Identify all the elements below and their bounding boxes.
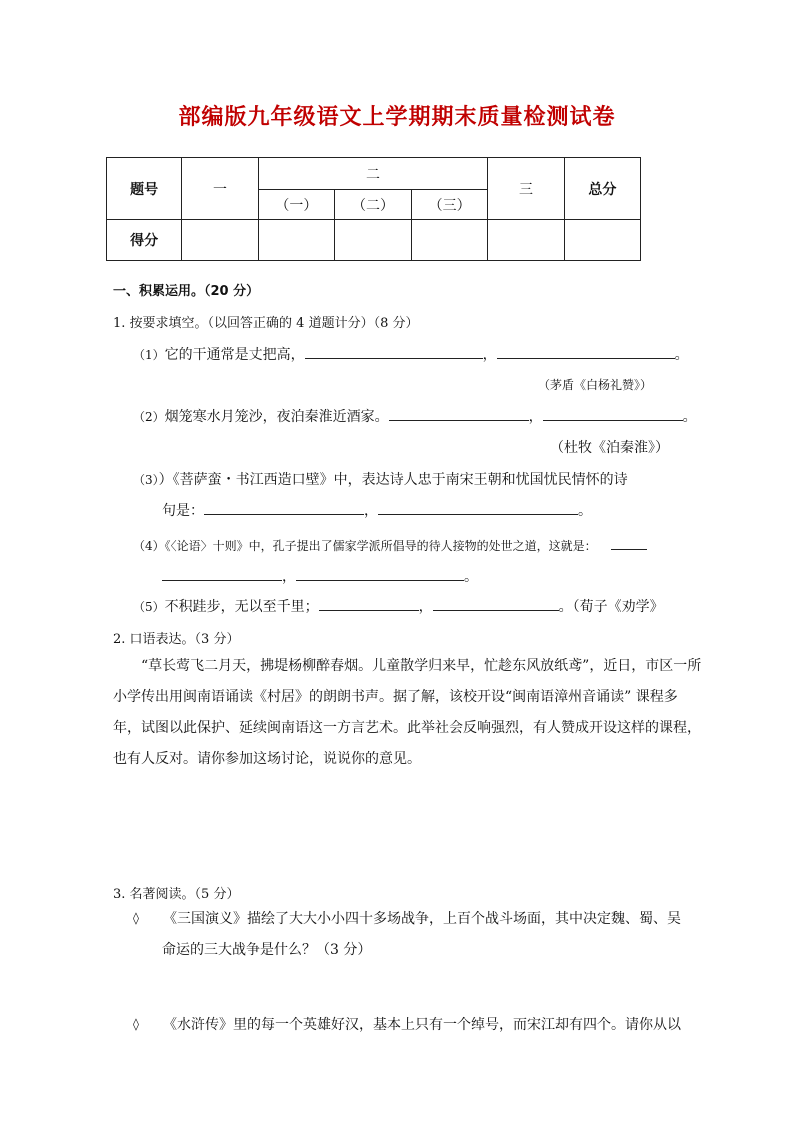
item-text: 《〈论语〉十则》中，孔子提出了儒家学派所倡导的待人接物的处世之道，这就是： — [164, 539, 597, 553]
punct: ， — [528, 409, 543, 425]
punct: ， — [482, 347, 497, 363]
q1-item1 — [133, 344, 689, 364]
item-number: （4） — [133, 539, 165, 553]
item-number: （5） — [133, 600, 165, 614]
punct: ， — [282, 569, 296, 585]
punct: 。 — [674, 347, 689, 363]
punct: 。 — [682, 409, 697, 425]
item-number: （3） — [133, 473, 159, 487]
q2-title: 2. 口语表达。（3 分） — [113, 632, 240, 647]
item-number: （2） — [133, 410, 165, 424]
answer-blank[interactable] — [389, 406, 529, 421]
q3-item1-line2: 命运的三大战争是什么？（3 分） — [162, 942, 372, 958]
q1-item3 — [133, 469, 628, 489]
header-part-one: 一 — [182, 158, 258, 220]
header-part-three: 三 — [488, 158, 564, 220]
q1-item5 — [133, 596, 664, 616]
answer-blank[interactable] — [611, 535, 647, 550]
answer-blank[interactable] — [162, 566, 282, 581]
bullet-icon: ◊ — [133, 1017, 139, 1031]
item-text: 它的干通常是丈把高， — [164, 347, 305, 363]
answer-blank[interactable] — [378, 500, 578, 515]
score-cell[interactable] — [411, 220, 488, 261]
row-score-label: 得分 — [107, 220, 182, 261]
score-cell[interactable] — [488, 220, 564, 261]
header-part-two: 二 — [258, 158, 488, 190]
answer-blank[interactable] — [305, 344, 483, 359]
header-total: 总分 — [564, 158, 640, 220]
q2-body: “草长莺飞二月天，拂堤杨柳醉春烟。儿童散学归来早，忙趁东风放纸鸢”，近日，市区一所小学传出用闽南语诵读《村居》的朗朗书声。据了解，该校开设“闽南语漳州音诵读” 课程多年，试图以此保护、延续闽南语这一方言艺术。此举社会反响强烈，有人赞成开设这样的课程，也有人反对。请你参加这场讨论，说说你的意见。 — [113, 658, 702, 767]
score-table — [106, 157, 641, 261]
punct: ， — [418, 599, 433, 615]
punct: 。（荀子《劝学》 — [558, 599, 664, 615]
q1-item4 — [133, 535, 647, 554]
score-cell[interactable] — [564, 220, 640, 261]
answer-blank[interactable] — [204, 500, 364, 515]
q1-title: 1. 按要求填空。（以回答正确的 4 道题计分）（8 分） — [113, 316, 419, 331]
punct: ， — [364, 503, 378, 519]
score-cell[interactable] — [258, 220, 335, 261]
page-title: 部编版九年级语文上学期期末质量检测试卷 — [178, 105, 616, 130]
score-cell[interactable] — [182, 220, 258, 261]
answer-blank[interactable] — [296, 566, 464, 581]
item-text: 句是： — [162, 503, 204, 519]
item-number: （1） — [133, 348, 165, 362]
item-text: 不积跬步，无以至千里； — [164, 599, 319, 615]
q3-item1-line1: 《三国演义》描绘了大大小小四十多场战争，上百个战斗场面，其中决定魏、蜀、吴 — [163, 911, 681, 927]
answer-blank[interactable] — [319, 596, 419, 611]
punct: 。 — [464, 569, 478, 585]
q3-title: 3. 名著阅读。（5 分） — [113, 887, 240, 902]
q1-item4-line2 — [162, 566, 478, 586]
q1-item3-line2 — [162, 500, 592, 520]
q1-item2-source: （杜牧《泊秦淮》） — [550, 440, 669, 456]
q3-item2-line1: 《水浒传》里的每一个英雄好汉，基本上只有一个绰号，而宋江却有四个。请你从以 — [163, 1017, 681, 1033]
punct: 。 — [578, 503, 592, 519]
header-part-two-sub3: （三） — [411, 190, 488, 220]
header-part-two-sub2: （二） — [335, 190, 412, 220]
answer-blank[interactable] — [543, 406, 683, 421]
item-text: ）《菩萨蛮・书江西造口壁》中，表达诗人忠于南宋王朝和忧国忧民情怀的诗 — [158, 472, 628, 488]
q1-item2 — [133, 406, 697, 426]
header-question-no: 题号 — [107, 158, 182, 220]
answer-blank[interactable] — [433, 596, 559, 611]
header-part-two-sub1: （一） — [258, 190, 335, 220]
answer-blank[interactable] — [497, 344, 675, 359]
item-text: 烟笼寒水月笼沙，夜泊秦淮近酒家。 — [164, 409, 389, 425]
q1-item1-source: （茅盾《白杨礼赞》） — [538, 378, 653, 392]
bullet-icon: ◊ — [133, 911, 139, 925]
score-cell[interactable] — [335, 220, 412, 261]
section-heading: 一、积累运用。（20 分） — [113, 284, 260, 299]
